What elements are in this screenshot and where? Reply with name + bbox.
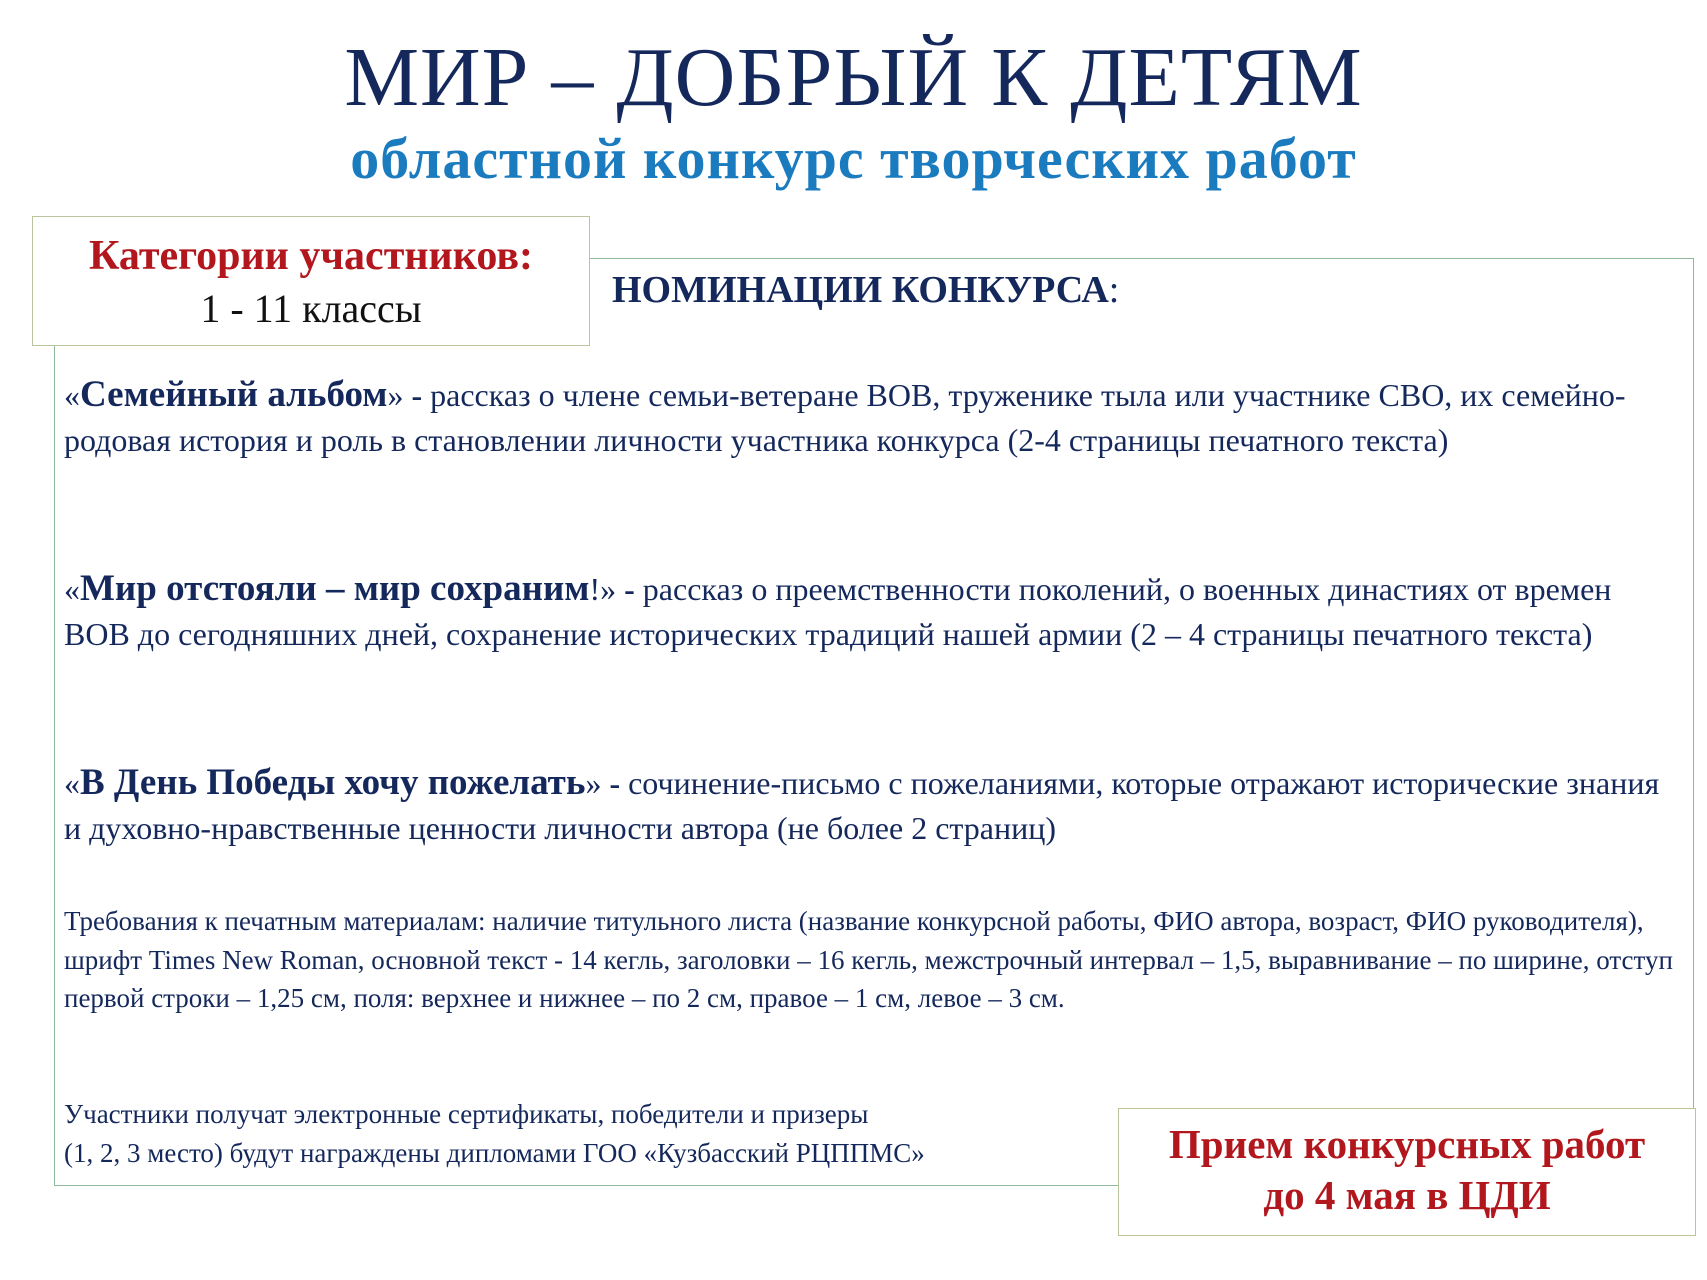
deadline-box (1118, 1108, 1696, 1236)
nomination-description: рассказ о члене семьи-ветеране ВОВ, труженике тыла или участнике СВО, их семейно-родовая история и роль в становлении личности участника конкурса (2-4 страницы печатного текста) (64, 377, 1626, 458)
nomination-description: сочинение-письмо с пожеланиями, которые отражают исторические знания и духовно-нравственные ценности личности автора (не более 2 страниц) (64, 765, 1660, 846)
deadline-line: Прием конкурсных работ (1168, 1121, 1646, 1167)
nominations-heading-text: НОМИНАЦИИ КОНКУРСА (612, 269, 1109, 311)
nomination-close-quote: » (585, 765, 602, 801)
nomination-dash: - (601, 765, 629, 801)
nomination-title: Семейный альбом (80, 374, 388, 415)
nomination-close-quote: !» (589, 571, 617, 607)
nomination-close-quote: » (387, 377, 404, 413)
nomination-title: Мир отстояли – мир сохраним (80, 568, 590, 609)
participants-line: Участники получат электронные сертификаты, победители и призеры (64, 1099, 869, 1129)
categories-label: Категории участников: (89, 233, 533, 279)
page-title: МИР – ДОБРЫЙ К ДЕТЯМ (344, 31, 1363, 124)
nomination-title: В День Победы хочу пожелать (80, 762, 586, 803)
nomination-dash: - (616, 571, 643, 607)
participants-note (64, 1095, 1104, 1172)
categories-value: 1 - 11 классы (200, 286, 422, 332)
nominations-heading (612, 268, 1119, 312)
print-requirements: Требования к печатным материалам: наличие титульного листа (название конкурсной работы, ФИО автора, возраст, ФИО руководителя), шрифт Times New Roman, основной текст - 14 кегль, заголовки – 16 кегль, межстрочный интервал – 1,5, выравнивание – по ширине, отступ первой строки – 1,25 см, поля: верхнее и нижнее – по 2 см, правое – 1 см, левое – 3 см. (64, 906, 1673, 1013)
nomination-item (64, 760, 1674, 851)
nomination-item (64, 566, 1674, 657)
page-subtitle: областной конкурс творческих работ (350, 126, 1357, 191)
categories-box (32, 216, 590, 346)
nomination-description: рассказ о преемственности поколений, о военных династиях от времен ВОВ до сегодняшних дней, сохранение исторических традиций нашей армии (2 – 4 страницы печатного текста) (64, 571, 1612, 652)
nomination-open-quote: « (64, 377, 80, 413)
nomination-item (64, 372, 1674, 463)
deadline-line: до 4 мая в ЦДИ (1263, 1172, 1551, 1219)
nomination-dash: - (403, 377, 431, 413)
nominations-heading-colon: : (1108, 269, 1120, 311)
nomination-open-quote: « (64, 765, 80, 801)
participants-line: (1, 2, 3 место) будут награждены дипломами ГОО «Кузбасский РЦППМС» (64, 1137, 925, 1168)
nomination-open-quote: « (64, 571, 80, 607)
